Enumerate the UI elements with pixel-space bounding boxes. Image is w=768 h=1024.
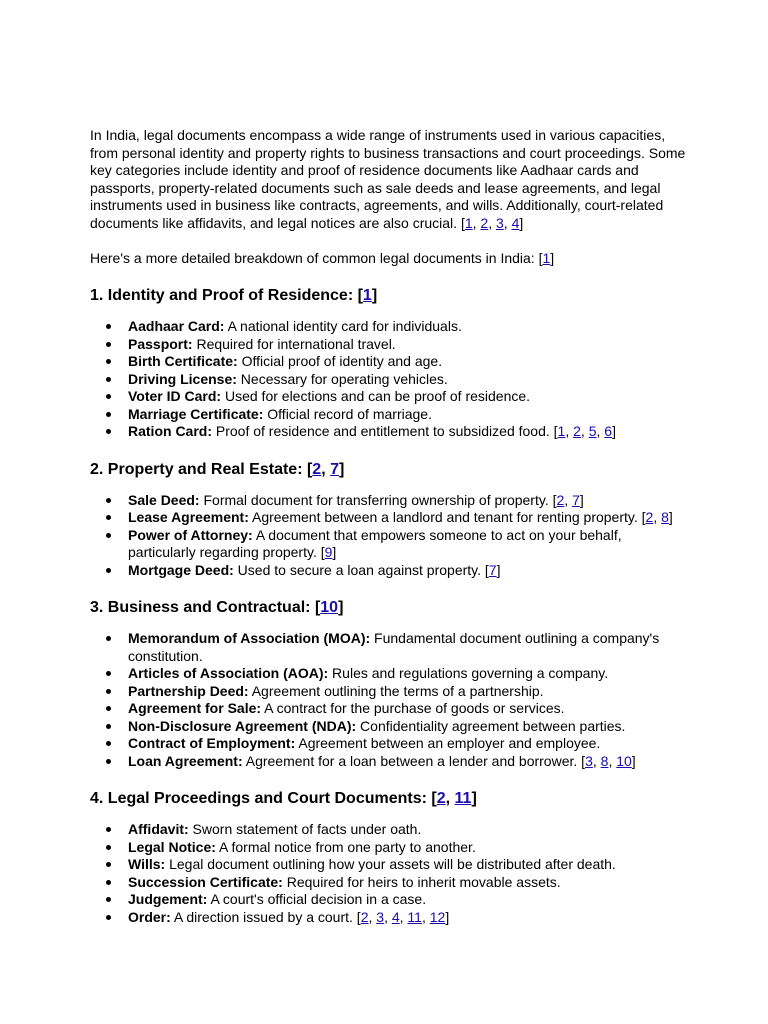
list-item bbox=[90, 371, 690, 389]
list-item-term: Contract of Employment: bbox=[128, 735, 296, 752]
list-item-description: A court's official decision in a case. bbox=[207, 891, 427, 908]
list-item-term: Wills: bbox=[128, 856, 166, 873]
section-heading-citations: [2, 7] bbox=[306, 460, 345, 478]
section-heading bbox=[90, 286, 690, 306]
list-item-term: Passport: bbox=[128, 335, 193, 352]
list-item bbox=[90, 630, 690, 665]
section-heading-text: 2. Property and Real Estate: bbox=[90, 460, 307, 478]
list-item-term: Loan Agreement: bbox=[128, 752, 243, 769]
list-item-term: Agreement for Sale: bbox=[128, 700, 262, 717]
citation-link[interactable]: 2 bbox=[556, 491, 565, 508]
list-item-citations: [3, 8, 10] bbox=[581, 752, 636, 769]
sections-container bbox=[90, 286, 690, 926]
citation-link[interactable]: 1 bbox=[542, 249, 551, 266]
list-item bbox=[90, 891, 690, 909]
citation-link[interactable]: 4 bbox=[391, 908, 400, 925]
citation-link[interactable]: 4 bbox=[511, 214, 520, 231]
citation-link[interactable]: 5 bbox=[588, 423, 597, 440]
list-item-term: Power of Attorney: bbox=[128, 526, 253, 543]
list-item-term: Affidavit: bbox=[128, 821, 189, 838]
list-item-description: Agreement between a landlord and tenant for renting property. bbox=[248, 509, 642, 526]
citation-link[interactable]: 10 bbox=[616, 752, 632, 769]
list-item bbox=[90, 353, 690, 371]
citation-link[interactable]: 7 bbox=[330, 460, 339, 478]
list-item-term: Marriage Certificate: bbox=[128, 405, 264, 422]
list-item-term: Lease Agreement: bbox=[128, 509, 249, 526]
list-item bbox=[90, 874, 690, 892]
list-item-term: Non-Disclosure Agreement (NDA): bbox=[128, 717, 357, 734]
list-item-description: Required for heirs to inherit movable assets. bbox=[282, 873, 561, 890]
section-heading-text: 1. Identity and Proof of Residence: bbox=[90, 287, 358, 305]
citation-link[interactable]: 1 bbox=[464, 214, 473, 231]
list-item-description: A contract for the purchase of goods or services. bbox=[261, 700, 565, 717]
intro-paragraph bbox=[90, 127, 690, 233]
list-item-description: Agreement between an employer and employee. bbox=[295, 735, 601, 752]
lead-paragraph bbox=[90, 250, 690, 268]
section-list bbox=[90, 821, 690, 926]
list-item-description: A formal notice from one party to another. bbox=[215, 838, 476, 855]
citation-link[interactable]: 2 bbox=[573, 423, 581, 440]
list-item-term: Legal Notice: bbox=[128, 838, 216, 855]
section-heading-citations: [10] bbox=[314, 599, 344, 617]
section-heading bbox=[90, 460, 690, 480]
list-item-description: A document that empowers someone to act on your behalf, particularly regarding property. bbox=[128, 526, 622, 561]
citation-link[interactable]: 12 bbox=[429, 908, 446, 925]
citation-link[interactable]: 2 bbox=[436, 790, 446, 808]
list-item bbox=[90, 718, 690, 736]
list-item-term: Ration Card: bbox=[128, 423, 212, 440]
list-item-term: Judgement: bbox=[128, 891, 208, 908]
section-heading bbox=[90, 598, 690, 618]
list-item bbox=[90, 909, 690, 927]
citation-link[interactable]: 8 bbox=[661, 509, 669, 526]
citation-link[interactable]: 3 bbox=[496, 214, 504, 231]
list-item bbox=[90, 406, 690, 424]
list-item bbox=[90, 821, 690, 839]
list-item-description: Used for elections and can be proof of residence. bbox=[221, 388, 531, 405]
section-heading-citations: [1] bbox=[357, 287, 378, 305]
citation-link[interactable]: 1 bbox=[557, 423, 566, 440]
list-item-term: Articles of Association (AOA): bbox=[128, 665, 329, 682]
intro-text: In India, legal documents encompass a wide range of instruments used in various capacities, from personal identity and property rights to business transactions and court proceedings. Some key categories include identity and proof of residence documents like Aadhaar cards and passports, property-related documents such as sale deeds and lease agreements, and legal instruments used in business like contracts, agreements, and wills. Additionally, court-related documents like affidavits, and legal notices are also crucial. bbox=[90, 127, 686, 231]
list-item-description: Sworn statement of facts under oath. bbox=[188, 821, 422, 838]
intro-citations: [1, 2, 3, 4] bbox=[460, 214, 524, 231]
list-item bbox=[90, 735, 690, 753]
list-item-term: Birth Certificate: bbox=[128, 353, 238, 370]
list-item-term: Mortgage Deed: bbox=[128, 561, 234, 578]
lead-text: Here's a more detailed breakdown of common legal documents in India: bbox=[90, 249, 539, 266]
citation-link[interactable]: 2 bbox=[312, 460, 322, 478]
list-item-term: Order: bbox=[128, 908, 171, 925]
section-list bbox=[90, 630, 690, 770]
list-item-citations: [7] bbox=[484, 561, 501, 578]
list-item-description: Proof of residence and entitlement to subsidized food. bbox=[212, 423, 554, 440]
list-item-term: Aadhaar Card: bbox=[128, 318, 225, 335]
list-item-description: Agreement outlining the terms of a partnership. bbox=[248, 682, 544, 699]
list-item bbox=[90, 700, 690, 718]
list-item bbox=[90, 423, 690, 441]
list-item bbox=[90, 336, 690, 354]
list-item-description: Official record of marriage. bbox=[263, 405, 432, 422]
section-heading-citations: [2, 11] bbox=[431, 790, 477, 808]
list-item-citations: [2, 7] bbox=[552, 491, 584, 508]
list-item-description: Fundamental document outlining a company's constitution. bbox=[128, 630, 660, 664]
citation-link[interactable]: 11 bbox=[454, 790, 472, 808]
citation-link[interactable]: 11 bbox=[407, 908, 422, 925]
section-list bbox=[90, 318, 690, 441]
list-item bbox=[90, 318, 690, 336]
section-heading-text: 3. Business and Contractual: bbox=[90, 599, 315, 617]
citation-link[interactable]: 8 bbox=[600, 752, 609, 769]
list-item-description: Formal document for transferring ownership of property. bbox=[199, 491, 553, 508]
citation-link[interactable]: 2 bbox=[645, 509, 654, 526]
citation-link[interactable]: 2 bbox=[480, 214, 489, 231]
citation-link[interactable]: 3 bbox=[376, 908, 385, 925]
list-item bbox=[90, 856, 690, 874]
lead-citations: [1] bbox=[538, 249, 555, 266]
list-item-description: Required for international travel. bbox=[192, 335, 396, 352]
list-item-citations: [9] bbox=[320, 544, 337, 561]
list-item bbox=[90, 683, 690, 701]
list-item-description: Agreement for a loan between a lender and borrower. bbox=[242, 752, 582, 769]
list-item bbox=[90, 509, 690, 527]
list-item-description: Official proof of identity and age. bbox=[237, 353, 443, 370]
citation-link[interactable]: 7 bbox=[488, 561, 497, 578]
list-item bbox=[90, 527, 690, 562]
citation-link[interactable]: 10 bbox=[320, 599, 339, 617]
citation-link[interactable]: 7 bbox=[572, 491, 580, 508]
list-item-description: Confidentiality agreement between parties. bbox=[356, 717, 626, 734]
list-item bbox=[90, 753, 690, 771]
list-item-term: Sale Deed: bbox=[128, 491, 200, 508]
list-item-description: Rules and regulations governing a company. bbox=[328, 665, 609, 682]
list-item bbox=[90, 492, 690, 510]
list-item-term: Voter ID Card: bbox=[128, 388, 222, 405]
list-item-citations: [2, 3, 4, 11, 12] bbox=[356, 908, 450, 925]
citation-link[interactable]: 2 bbox=[360, 908, 369, 925]
list-item-term: Succession Certificate: bbox=[128, 873, 283, 890]
list-item-term: Partnership Deed: bbox=[128, 682, 249, 699]
section-heading bbox=[90, 789, 690, 809]
list-item-description: A direction issued by a court. bbox=[170, 908, 357, 925]
list-item-description: Legal document outlining how your assets will be distributed after death. bbox=[165, 856, 616, 873]
section-heading-text: 4. Legal Proceedings and Court Documents: bbox=[90, 790, 432, 808]
list-item bbox=[90, 562, 690, 580]
list-item-description: Necessary for operating vehicles. bbox=[236, 370, 448, 387]
section-list bbox=[90, 492, 690, 580]
citation-link[interactable]: 1 bbox=[362, 287, 372, 305]
list-item-description: Used to secure a loan against property. bbox=[233, 561, 485, 578]
citation-link[interactable]: 6 bbox=[604, 423, 613, 440]
list-item bbox=[90, 388, 690, 406]
list-item bbox=[90, 665, 690, 683]
citation-link[interactable]: 3 bbox=[585, 752, 593, 769]
list-item-term: Driving License: bbox=[128, 370, 237, 387]
document-content bbox=[90, 127, 690, 926]
list-item bbox=[90, 839, 690, 857]
citation-link[interactable]: 9 bbox=[324, 544, 333, 561]
list-item-citations: [1, 2, 5, 6] bbox=[553, 423, 616, 440]
list-item-citations: [2, 8] bbox=[641, 509, 673, 526]
list-item-description: A national identity card for individuals. bbox=[224, 318, 462, 335]
list-item-term: Memorandum of Association (MOA): bbox=[128, 630, 371, 647]
